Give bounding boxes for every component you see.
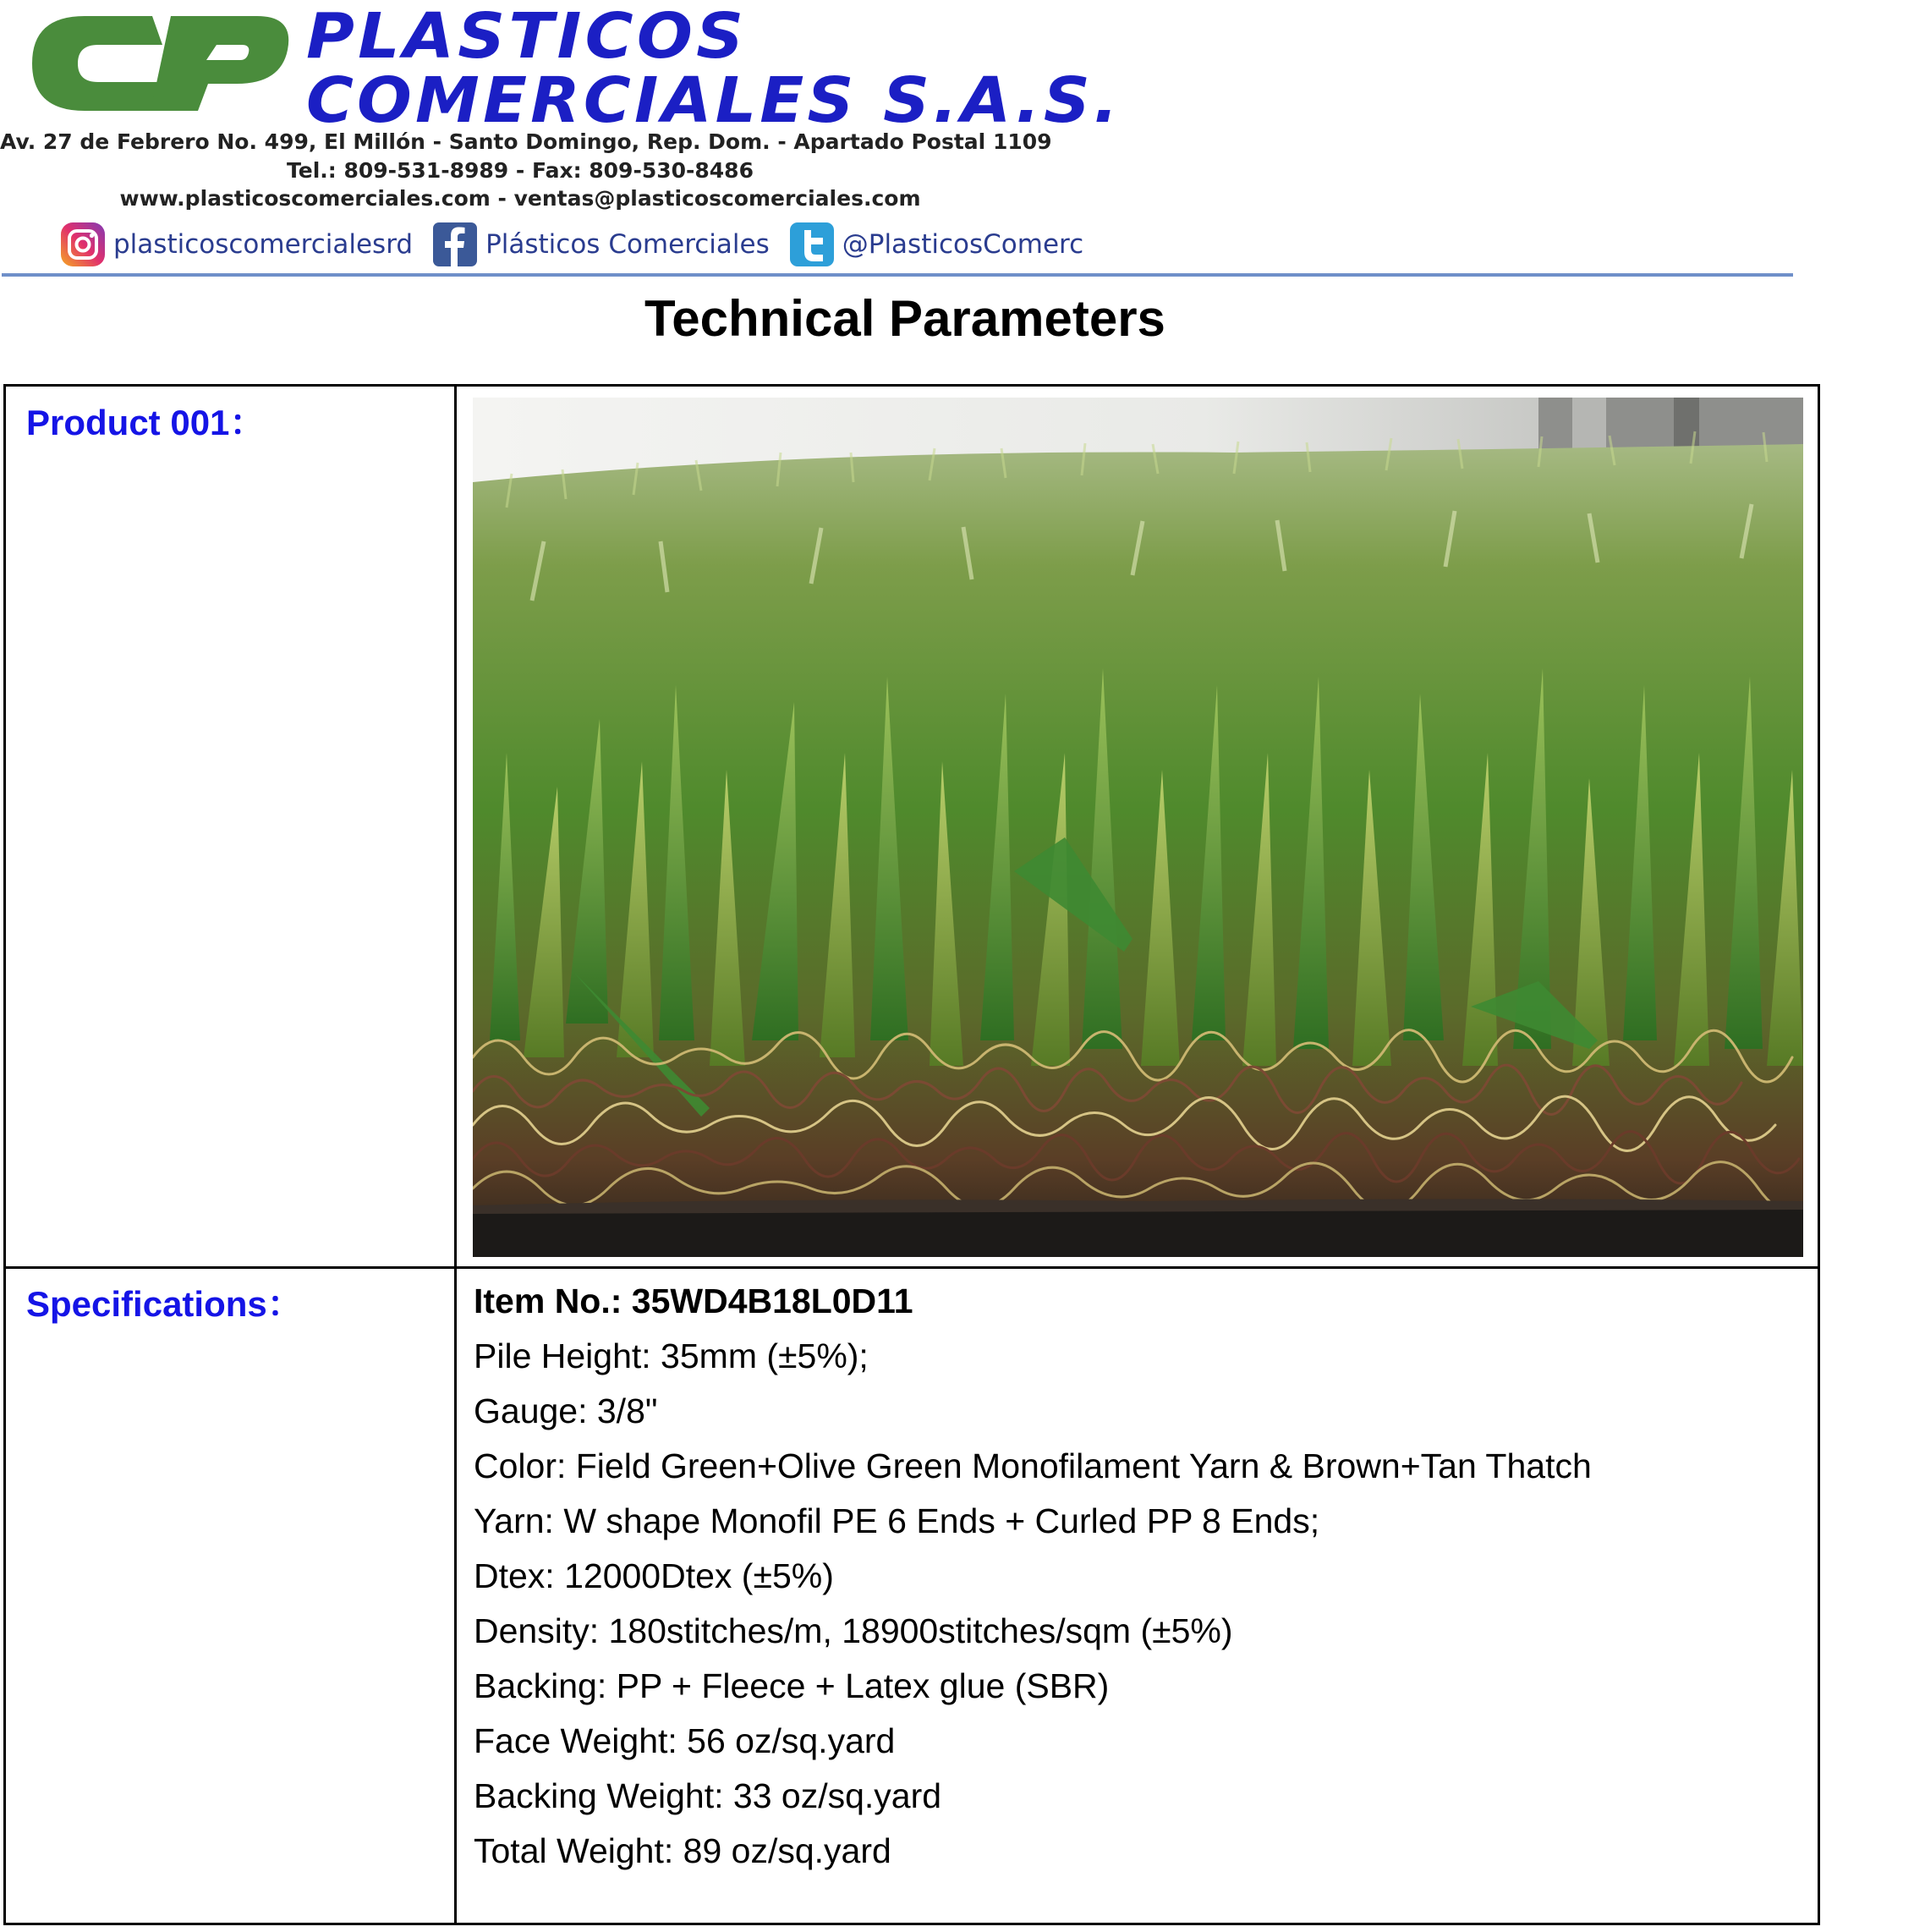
- company-name-line2: COMERCIALES S.A.S.: [306, 64, 1122, 137]
- instagram-handle[interactable]: plasticoscomercialesrd: [113, 229, 414, 260]
- table-column-divider: [454, 387, 457, 1923]
- spec-total-weight: Total Weight: 89 oz/sq.yard: [474, 1831, 891, 1870]
- company-logo: [25, 4, 296, 123]
- spec-density: Density: 180stitches/m, 18900stitches/sqm (±5%): [474, 1611, 1233, 1650]
- product-label: Product 001：: [26, 403, 266, 442]
- logo-mark-text: CP: [25, 4, 27, 5]
- spec-gauge: Gauge: 3/8": [474, 1391, 658, 1430]
- instagram-icon: [59, 221, 107, 268]
- twitter-handle[interactable]: @PlasticosComerc: [842, 229, 1084, 260]
- company-web-email: www.plasticoscomerciales.com - ventas@plasticoscomerciales.com: [119, 186, 921, 211]
- table-row-divider: [6, 1266, 1818, 1269]
- specifications-list: [474, 1274, 1592, 1879]
- spec-dtex: Dtex: 12000Dtex (±5%): [474, 1556, 834, 1595]
- company-name-line1: PLASTICOS: [306, 0, 748, 73]
- spec-pile-height: Pile Height: 35mm (±5%);: [474, 1336, 869, 1375]
- page-title: Technical Parameters: [644, 290, 1165, 347]
- social-links: [59, 218, 1102, 271]
- spec-backing: Backing: PP + Fleece + Latex glue (SBR): [474, 1666, 1110, 1705]
- spec-yarn: Yarn: W shape Monofil PE 6 Ends + Curled PP 8 Ends;: [474, 1501, 1320, 1540]
- specifications-label: Specifications：: [26, 1284, 303, 1324]
- facebook-icon: [431, 221, 479, 268]
- company-phone: Tel.: 809-531-8989 - Fax: 809-530-8486: [287, 158, 754, 183]
- spec-backing-weight: Backing Weight: 33 oz/sq.yard: [474, 1776, 942, 1815]
- company-address: Av. 27 de Febrero No. 499, El Millón - Santo Domingo, Rep. Dom. - Apartado Postal 1109: [0, 129, 1052, 154]
- spec-face-weight: Face Weight: 56 oz/sq.yard: [474, 1721, 896, 1760]
- twitter-icon: [788, 221, 836, 268]
- parameters-table: [3, 384, 1820, 1925]
- spec-item-no: Item No.: 35WD4B18L0D11: [474, 1282, 913, 1320]
- product-photo: [473, 398, 1803, 1257]
- header-divider: [2, 273, 1793, 277]
- facebook-page[interactable]: Plásticos Comerciales: [485, 229, 770, 260]
- spec-color: Color: Field Green+Olive Green Monofilament Yarn & Brown+Tan Thatch: [474, 1446, 1592, 1485]
